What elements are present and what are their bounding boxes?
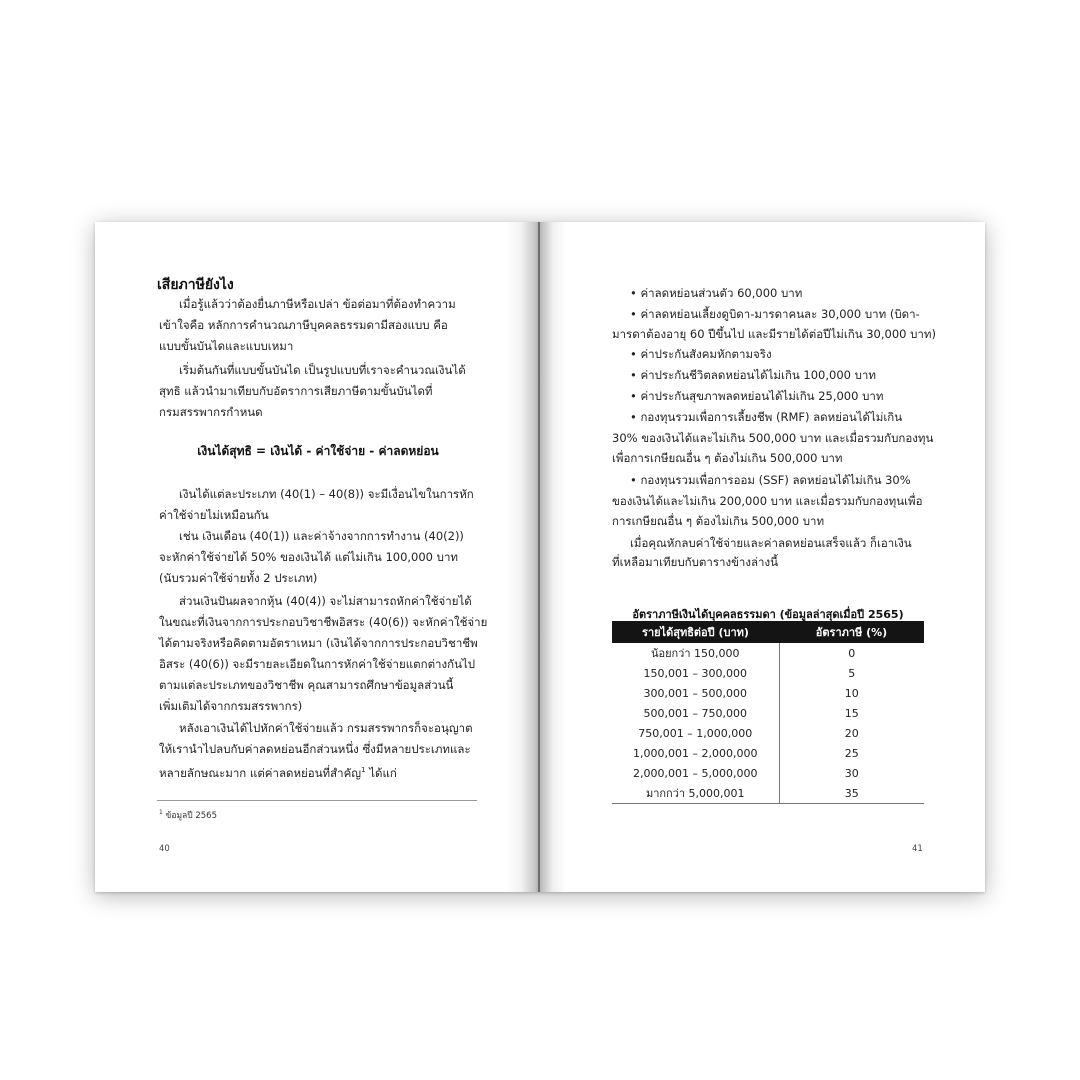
net-income-formula: เงินได้สุทธิ = เงินได้ - ค่าใช้จ่าย - ค่าลดหย่อน [197, 444, 439, 458]
left-page [95, 222, 540, 892]
table-row [612, 683, 924, 703]
income-cell: 300,001 – 500,000 [612, 683, 779, 703]
paragraph-line: ตามแต่ละประเภทของวิชาชีพ คุณสามารถศึกษาข้อมูลส่วนนี้ [159, 678, 454, 692]
rate-cell: 0 [848, 646, 856, 660]
table-row [612, 663, 924, 683]
tax-rate-table [612, 621, 924, 804]
table-header-row [612, 621, 924, 643]
paragraph-line [159, 760, 397, 784]
rate-cell: 25 [844, 746, 859, 760]
paragraph-line: หลังเอาเงินได้ไปหักค่าใช้จ่ายแล้ว กรมสรรพากรก็จะอนุญาต [179, 721, 473, 735]
bullet-item-continued: การเกษียณอื่น ๆ ต้องไม่เกิน 500,000 บาท [612, 514, 825, 528]
rate-cell: 30 [844, 766, 859, 780]
paragraph-line: เงินได้แต่ละประเภท (40(1) – 40(8)) จะมีเงื่อนไขในการหัก [179, 487, 474, 501]
paragraph-line: สุทธิ แล้วนำมาเทียบกับอัตราการเสียภาษีตามขั้นบันไดที่ [159, 384, 433, 398]
table-row [612, 783, 924, 804]
section-heading: เสียภาษียังไง [157, 277, 234, 293]
bullet-item: • ค่าลดหย่อนส่วนตัว 60,000 บาท [630, 286, 803, 300]
paragraph-line: เพิ่มเติมได้จากกรมสรรพากร) [159, 699, 303, 713]
income-cell: มากกว่า 5,000,001 [612, 783, 779, 804]
bullet-item: • ค่าประกันชีวิตลดหย่อนได้ไม่เกิน 100,000 บาท [630, 368, 876, 382]
footnote-divider [157, 800, 477, 801]
table-title: อัตราภาษีเงินได้บุคคลธรรมดา (ข้อมูลล่าสุดเมื่อปี 2565) [632, 608, 904, 621]
paragraph-line: ได้ตามจริงหรือคิดตามอัตราเหมา (เงินได้จากการประกอบวิชาชีพ [159, 636, 478, 650]
open-book [95, 222, 985, 892]
rate-cell: 35 [779, 783, 924, 804]
rate-cell: 5 [848, 666, 856, 680]
footnote [159, 808, 217, 822]
bullet-item: • กองทุนรวมเพื่อการออม (SSF) ลดหย่อนได้ไม่เกิน 30% [630, 473, 911, 487]
right-page [540, 222, 985, 892]
paragraph-line: ที่เหลือมาเทียบกับตารางข้างล่างนี้ [612, 555, 778, 569]
footnote-reference: 1 [361, 766, 366, 774]
bullet-item-continued: 30% ของเงินได้และไม่เกิน 500,000 บาท และเมื่อรวมกับกองทุน [612, 431, 934, 445]
bullet-item: • ค่าลดหย่อนเลี้ยงดูบิดา-มารดาคนละ 30,000 บาท (บิดา- [630, 307, 920, 321]
footnote-number: 1 [159, 809, 163, 817]
table-row [612, 743, 924, 763]
paragraph-line: ให้เรานำไปลบกับค่าลดหย่อนอีกส่วนหนึ่ง ซึ่งมีหลายประเภทและ [159, 742, 471, 756]
rate-cell: 15 [844, 706, 859, 720]
income-cell: น้อยกว่า 150,000 [612, 643, 779, 663]
paragraph-line: เมื่อรู้แล้วว่าต้องยื่นภาษีหรือเปล่า ข้อต่อมาที่ต้องทำความ [179, 297, 456, 311]
footnote-text: ข้อมูลปี 2565 [165, 811, 217, 821]
bullet-item: • ค่าประกันสังคมหักตามจริง [630, 347, 772, 361]
page-number-left: 40 [159, 844, 170, 854]
column-header-income: รายได้สุทธิต่อปี (บาท) [612, 621, 779, 643]
paragraph-line: อิสระ (40(6)) จะมีรายละเอียดในการหักค่าใช้จ่ายแตกต่างกันไป [159, 657, 476, 671]
table-row [612, 763, 924, 783]
paragraph-line: ส่วนเงินปันผลจากหุ้น (40(4)) จะไม่สามารถหักค่าใช้จ่ายได้ [179, 594, 472, 608]
paragraph-line: เข้าใจคือ หลักการคำนวณภาษีบุคคลธรรมดามีสองแบบ คือ [159, 318, 448, 332]
bullet-item-continued: เพื่อการเกษียณอื่น ๆ ต้องไม่เกิน 500,000 บาท [612, 451, 843, 465]
bullet-item-continued: มารดาต้องอายุ 60 ปีขึ้นไป และมีรายได้ต่อปีไม่เกิน 30,000 บาท) [612, 327, 936, 341]
paragraph-line: เริ่มต้นกันที่แบบขั้นบันได เป็นรูปแบบที่เราจะคำนวณเงินได้ [179, 363, 466, 377]
income-cell: 150,001 – 300,000 [612, 663, 779, 683]
paragraph-line: แบบขั้นบันไดและแบบเหมา [159, 339, 294, 353]
paragraph-text: ได้แก่ [369, 765, 397, 780]
paragraph-line: เช่น เงินเดือน (40(1)) และค่าจ้างจากการทำงาน (40(2)) [179, 529, 464, 543]
bullet-item-continued: ของเงินได้และไม่เกิน 200,000 บาท และเมื่อรวมกับกองทุนเพื่อ [612, 494, 923, 508]
income-cell: 500,001 – 750,000 [612, 703, 779, 723]
table-row [612, 643, 924, 663]
income-cell: 1,000,001 – 2,000,000 [612, 743, 779, 763]
right-gutter-shadow [540, 222, 566, 892]
rate-cell: 20 [844, 726, 859, 740]
paragraph-line: กรมสรรพากรกำหนด [159, 405, 263, 419]
table-row [612, 703, 924, 723]
column-header-rate: อัตราภาษี (%) [779, 621, 924, 643]
income-cell: 750,001 – 1,000,000 [612, 723, 779, 743]
paragraph-line: (นับรวมค่าใช้จ่ายทั้ง 2 ประเภท) [159, 571, 318, 585]
rate-cell: 10 [844, 686, 859, 700]
bullet-item: • ค่าประกันสุขภาพลดหย่อนได้ไม่เกิน 25,000 บาท [630, 389, 884, 403]
bullet-item: • กองทุนรวมเพื่อการเลี้ยงชีพ (RMF) ลดหย่อนได้ไม่เกิน [630, 410, 903, 424]
income-cell: 2,000,001 – 5,000,000 [612, 763, 779, 783]
table-row [612, 723, 924, 743]
paragraph-text: หลายลักษณะมาก แต่ค่าลดหย่อนที่สำคัญ [159, 765, 362, 780]
paragraph-line: จะหักค่าใช้จ่ายได้ 50% ของเงินได้ แต่ไม่เกิน 100,000 บาท [159, 550, 458, 564]
left-gutter-shadow [506, 222, 540, 892]
paragraph-line: ค่าใช้จ่ายไม่เหมือนกัน [159, 508, 269, 522]
paragraph-line: ในขณะที่เงินจากการประกอบวิชาชีพอิสระ (40(6)) จะหักค่าใช้จ่าย [159, 615, 488, 629]
page-number-right: 41 [912, 844, 923, 854]
paragraph-line: เมื่อคุณหักลบค่าใช้จ่ายและค่าลดหย่อนเสร็จแล้ว ก็เอาเงิน [630, 536, 912, 550]
